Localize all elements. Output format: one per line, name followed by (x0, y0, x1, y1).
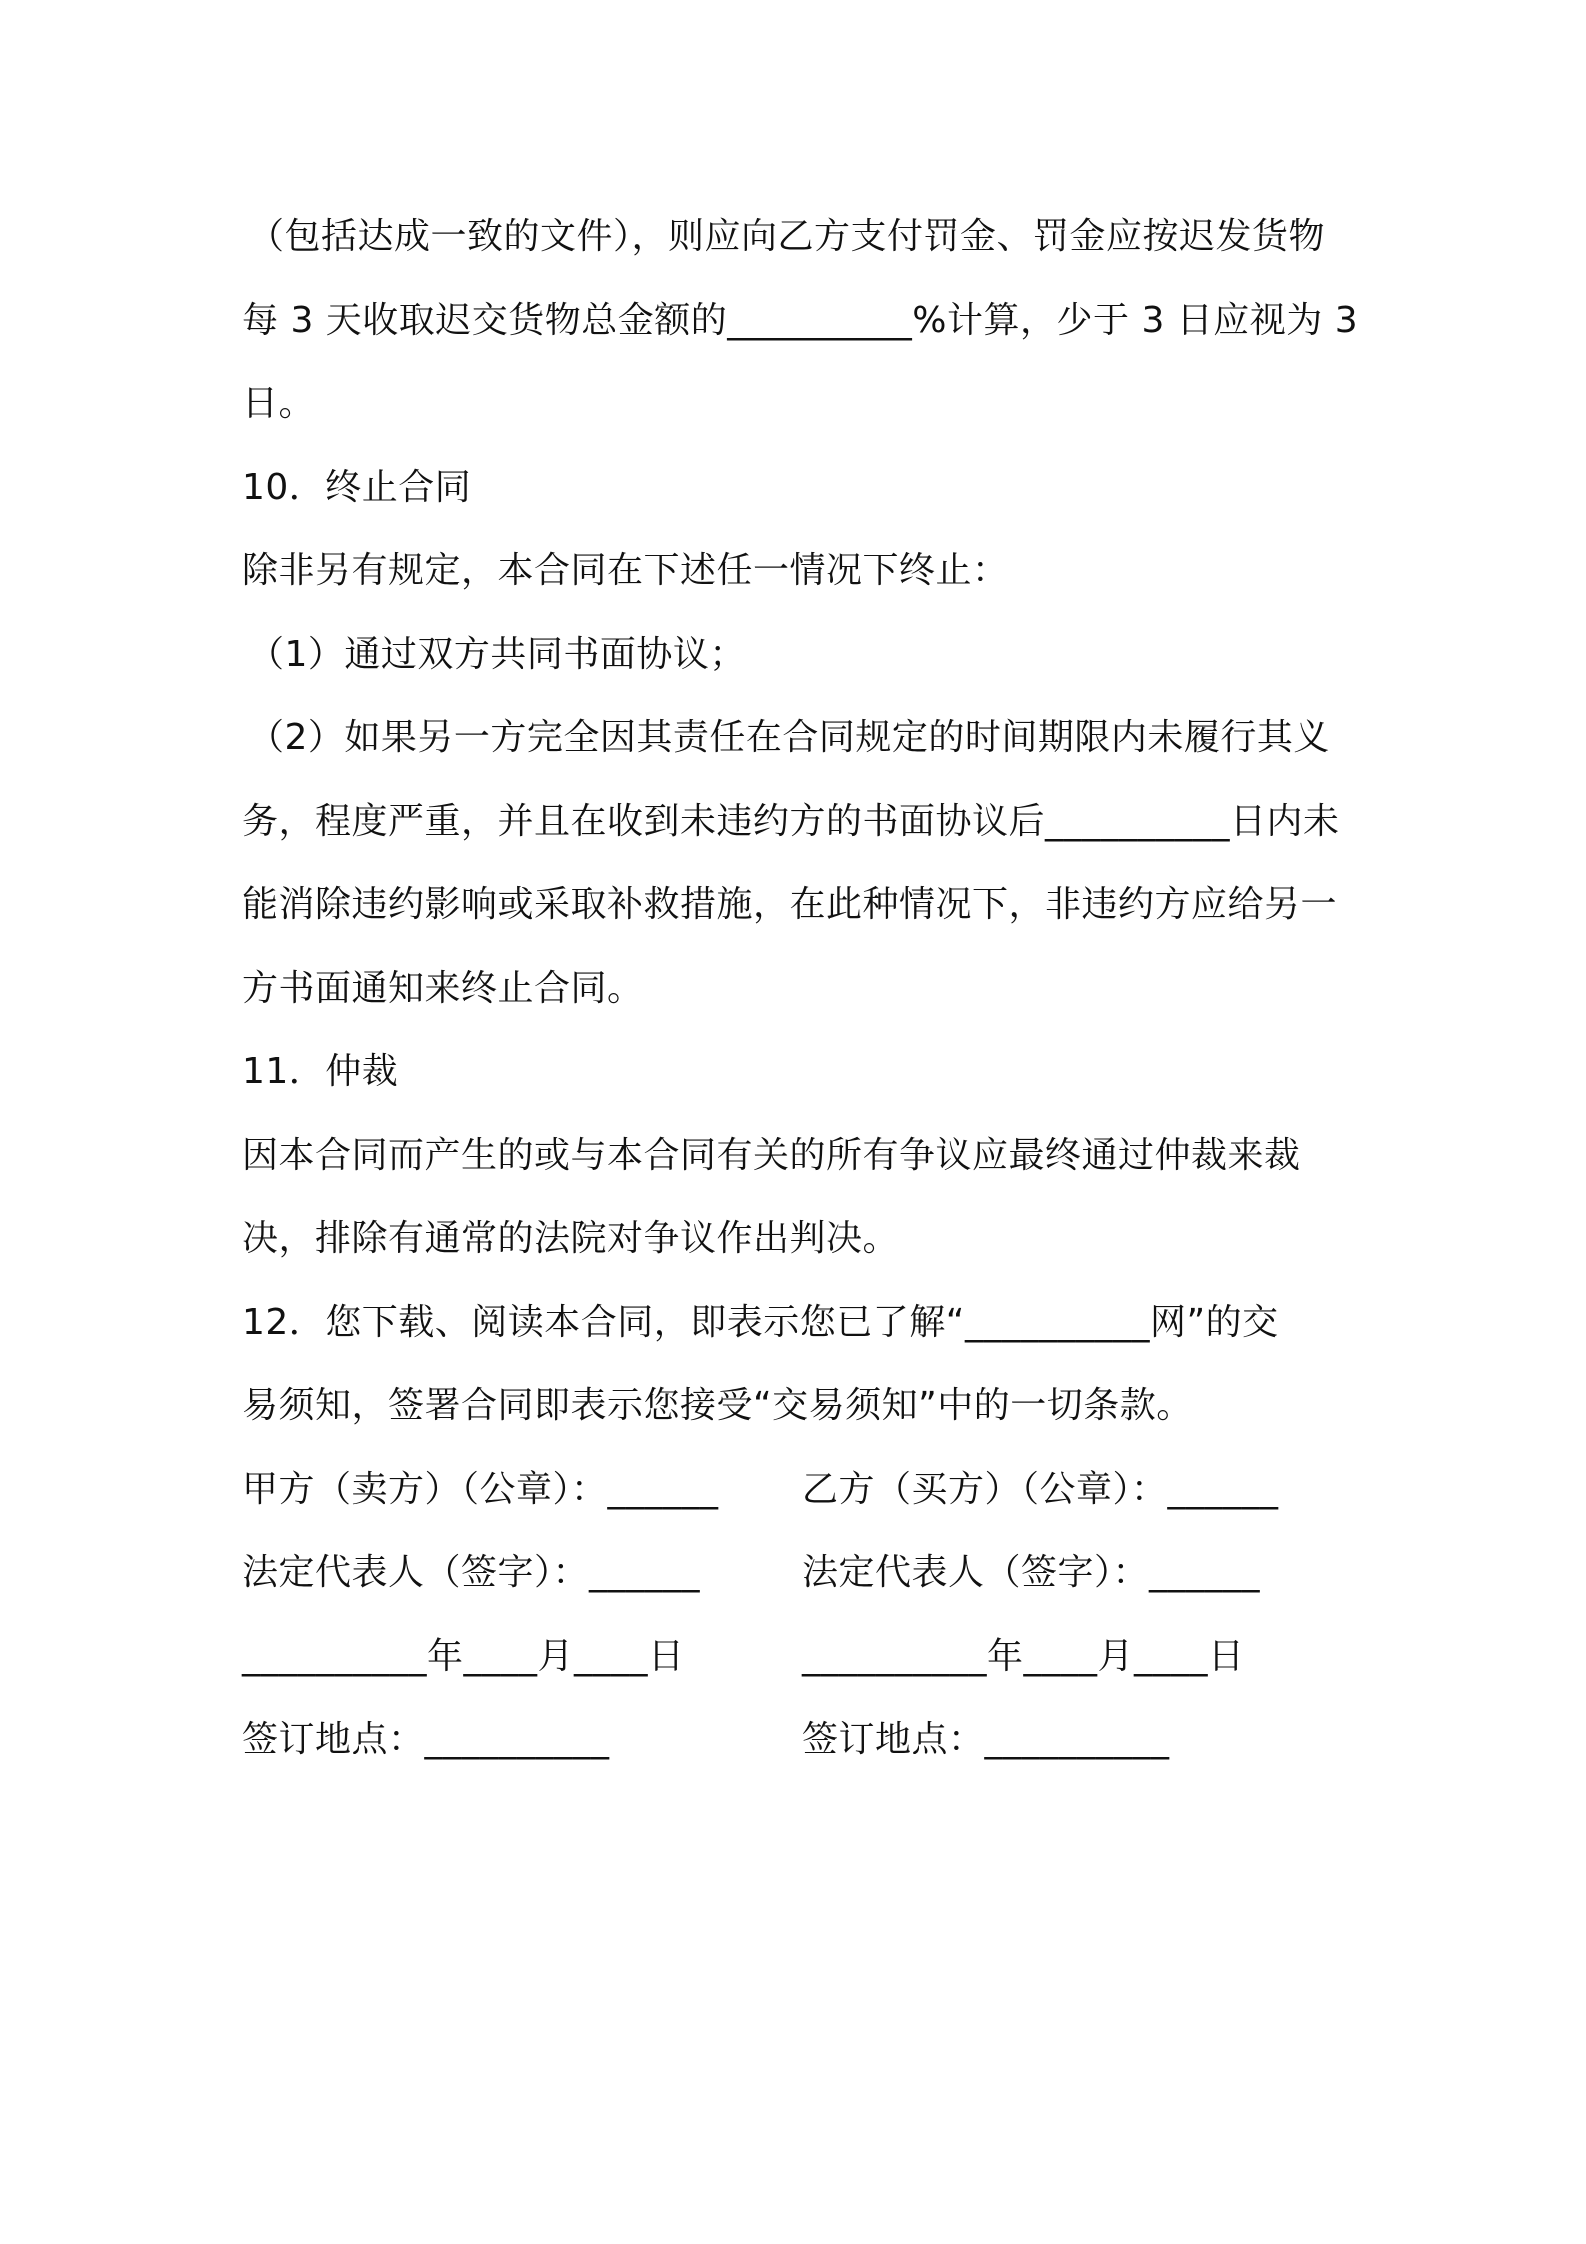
section-heading-arbitration: 11．仲裁 (242, 1051, 399, 1092)
party-b-seal: 乙方（买方）（公章）：______ (802, 1468, 1279, 1510)
signature-row-representative (242, 1531, 1362, 1615)
paragraph-termination-intro: 除非另有规定，本合同在下述任一情况下终止： (242, 550, 1009, 591)
contract-body (242, 195, 1362, 1782)
party-b-place: 签订地点：__________ (802, 1719, 1170, 1760)
paragraph-termination-2-cont-1: 务，程度严重，并且在收到未违约方的书面协议后__________日内未 (242, 800, 1340, 842)
party-b-date: __________年____月____日 (802, 1635, 1245, 1677)
signature-row-date (242, 1615, 1362, 1699)
paragraph-penalty-1: （包括达成一致的文件），则应向乙方支付罚金、罚金应按迟发货物 (248, 216, 1326, 257)
signature-row-seal (242, 1448, 1362, 1532)
paragraph-termination-2-cont-2: 能消除违约影响或采取补救措施，在此种情况下，非违约方应给另一 (242, 884, 1338, 925)
list-item-termination-1: （1）通过双方共同书面协议； (248, 633, 746, 675)
section-download-notice-2: 易须知，签署合同即表示您接受“交易须知”中的一切条款。 (242, 1385, 1193, 1426)
section-download-notice-1: 12．您下载、阅读本合同，即表示您已了解“__________网”的交 (242, 1301, 1279, 1343)
paragraph-penalty-3: 日。 (242, 383, 316, 424)
party-a-place: 签订地点：__________ (242, 1719, 610, 1760)
paragraph-arbitration-2: 决，排除有通常的法院对争议作出判决。 (242, 1218, 900, 1259)
signature-block (242, 1448, 1362, 1782)
party-a-representative: 法定代表人（签字）：______ (242, 1552, 701, 1593)
list-item-termination-2: （2）如果另一方完全因其责任在合同规定的时间期限内未履行其义 (248, 717, 1330, 758)
section-heading-termination: 10．终止合同 (242, 466, 472, 508)
paragraph-termination-2-cont-3: 方书面通知来终止合同。 (242, 967, 644, 1009)
party-a-seal: 甲方（卖方）（公章）：______ (242, 1468, 719, 1510)
paragraph-arbitration-1: 因本合同而产生的或与本合同有关的所有争议应最终通过仲裁来裁 (242, 1134, 1301, 1176)
paragraph-penalty-2: 每 3 天收取迟交货物总金额的__________%计算，少于 3 日应视为 3 (242, 299, 1359, 341)
signature-row-place (242, 1698, 1362, 1782)
party-b-representative: 法定代表人（签字）：______ (802, 1552, 1261, 1593)
party-a-date: __________年____月____日 (242, 1635, 685, 1677)
